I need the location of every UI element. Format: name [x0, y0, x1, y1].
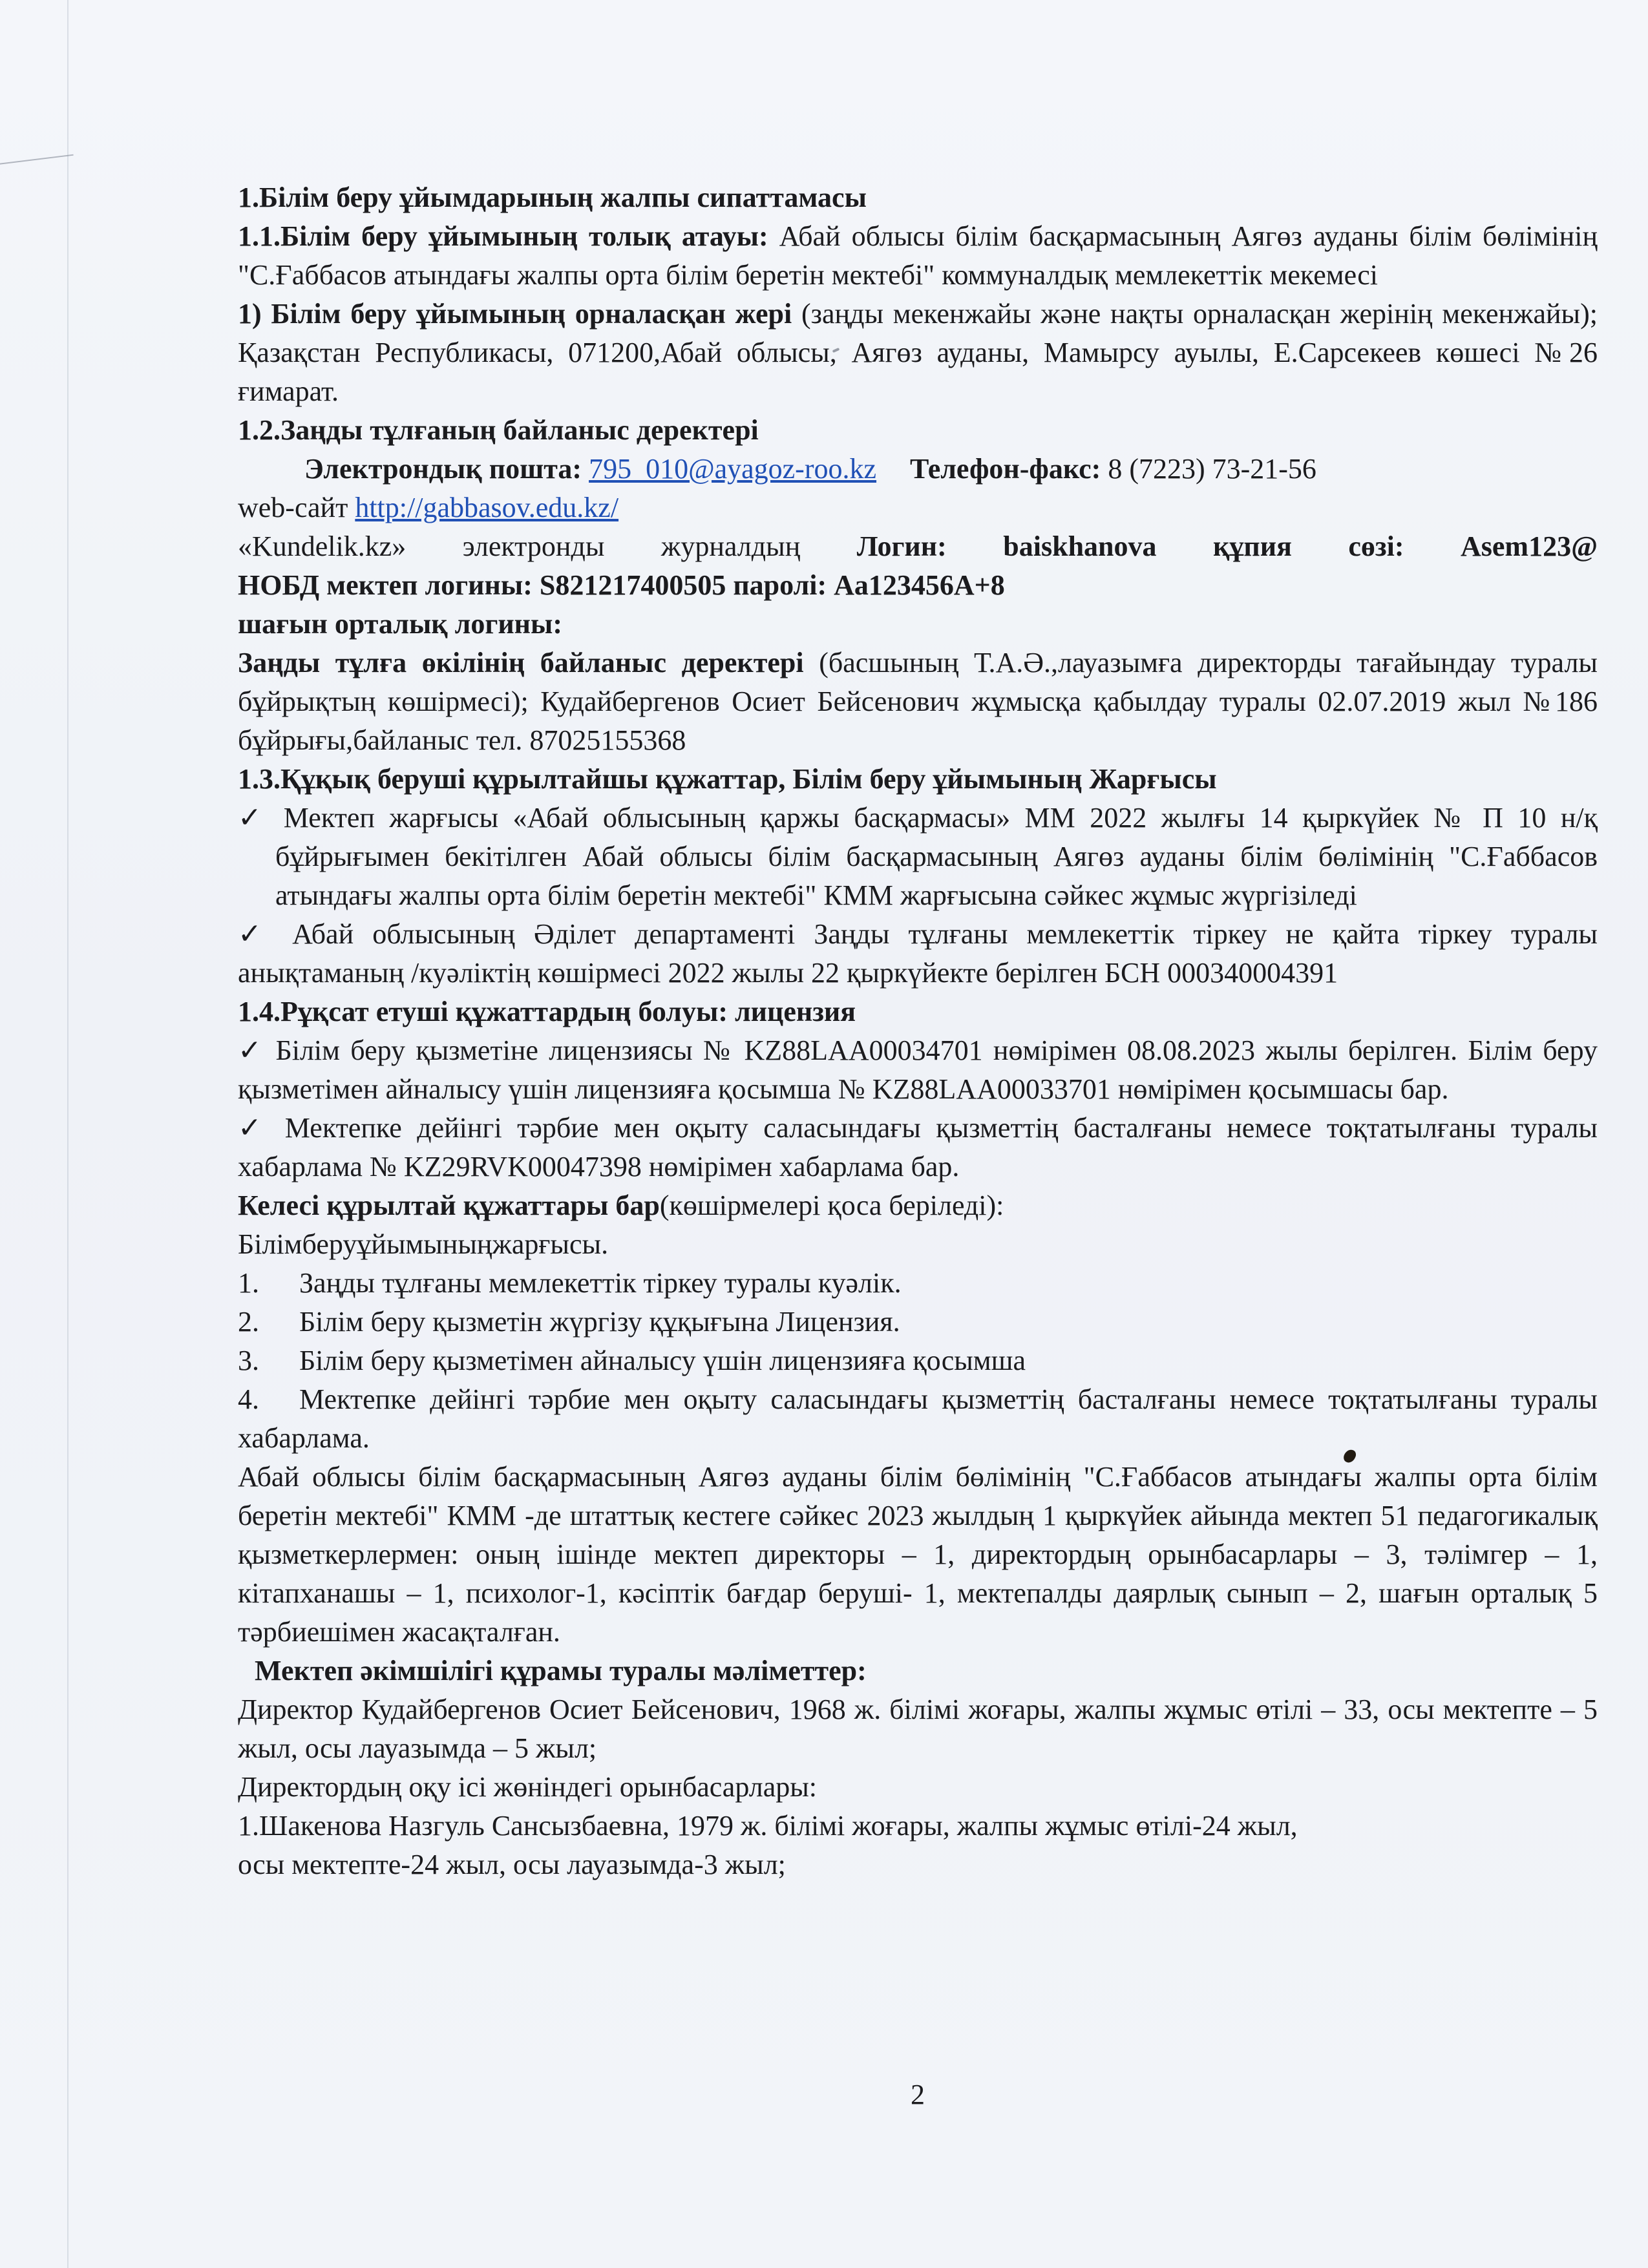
- email-link[interactable]: 795_010@ayagoz-roo.kz: [589, 453, 877, 485]
- scan-hair-artifact: [0, 154, 74, 165]
- login-credentials: Логин: baiskhanova құпия сөзі: Asem123@: [856, 530, 1598, 562]
- list-item-text: Заңды тұлғаны мемлекеттік тіркеу туралы куәлік.: [299, 1267, 902, 1299]
- paragraph-full-name: [238, 217, 1598, 295]
- field-label: 1.1.Білім беру ұйымының толық атауы:: [238, 220, 779, 252]
- section-1-3-heading: [238, 760, 1598, 799]
- checklist-item-license: [238, 1031, 1598, 1109]
- paper-edge-line: [67, 0, 69, 2268]
- field-value: (заңды мекенжайы және нақты орналасқан жерінің мекенжайы); Қазақстан Республикасы, 071200,Абай облысы, Аягөз ауданы, Мамырсу ауылы, Е.Сарсекеев көшесі №26 ғимарат.: [238, 298, 1598, 407]
- document-content: [238, 178, 1598, 1884]
- text-line: Абай облысы білім басқармасының Аягөз ауданы білім бөлімінің "С.Ғаббасов атындағы жалпы орта білім беретін мектебі" КММ -де штаттық кестеге сәйкес 2023 жылдың 1 қыркүйек айында мектеп 51 педагогикалық қызметкерлермен: оның ішінде мектеп директоры – 1, директордың орынбасарлары – 3, тәлімгер – 1, кітапханашы – 1, психолог-1, кәсіптік бағдар беруші- 1, мектепалды даярлық сынып – 2, шағын орталық 5 тәрбиешімен жасақталған.: [238, 1461, 1598, 1648]
- page-number: 2: [911, 2079, 925, 2110]
- checklist-text: ✓ Мектепке дейінгі тәрбие мен оқыту саласындағы қызметтің басталғаны немесе тоқтатылғаны туралы хабарлама № KZ29RVK00047398 нөмірімен хабарлама бар.: [238, 1112, 1598, 1182]
- field-label: 1) Білім беру ұйымының орналасқан жері: [238, 298, 801, 330]
- paragraph-contacts: [238, 450, 1598, 488]
- paragraph-deputies-heading: [238, 1768, 1598, 1807]
- list-number: 2.: [238, 1306, 259, 1338]
- paragraph-charter-line: [238, 1225, 1598, 1264]
- heading-text: 1.2.Заңды тұлғаның байланыс деректері: [238, 414, 759, 446]
- paragraph-deputy-1: [238, 1807, 1598, 1845]
- text-line: осы мектепте-24 жыл, осы лауазымда-3 жыл;: [238, 1849, 786, 1880]
- field-value: Абай облысы білім басқармасының Аягөз ауданы білім бөлімінің "С.Ғаббасов атындағы жалпы орта білім беретін мектебі" коммуналдық мемлекеттік мекемесі: [238, 220, 1598, 291]
- paragraph-location: [238, 295, 1598, 411]
- paragraph-kundelik: [238, 527, 1598, 566]
- paragraph-website: [238, 488, 1598, 527]
- field-value: (көшірмелері қоса беріледі):: [659, 1190, 1004, 1221]
- heading-text: 1.3.Құқық беруші құрылтайшы құжаттар, Білім беру ұйымының Жарғысы: [238, 763, 1217, 795]
- checklist-item-registration: [238, 915, 1598, 992]
- administration-heading: [238, 1652, 1598, 1690]
- list-item: [238, 1341, 1598, 1380]
- field-value: (басшының Т.А.Ә.,лауазымға директорды тағайындау туралы бұйрықтың көшірмесі); Кудайбергенов Осиет Бейсенович жұмысқа қабылдау туралы 02.07.2019 жыл №186 бұйрығы,байланыс тел. 87025155368: [238, 647, 1598, 756]
- paragraph-staffing: [238, 1458, 1598, 1652]
- website-label: web-сайт: [238, 492, 355, 523]
- phone-fax-label: Телефон-факс:: [910, 453, 1108, 485]
- website-link[interactable]: http://gabbasov.edu.kz/: [355, 492, 619, 523]
- list-item: [238, 1303, 1598, 1341]
- checklist-item-notification: [238, 1109, 1598, 1186]
- email-label: Электрондық пошта:: [304, 453, 589, 485]
- checklist-text: ✓ Білім беру қызметіне лицензиясы № KZ88LAA00034701 нөмірімен 08.08.2023 жылы берілген. Білім беру қызметімен айналысу үшін лицензияға қосымша № KZ88LAA00033701 нөмірімен қосымшасы бар.: [238, 1034, 1598, 1105]
- phone-fax-value: 8 (7223) 73-21-56: [1108, 453, 1316, 485]
- paragraph-minicenter-login: [238, 605, 1598, 644]
- heading-text: Мектеп әкімшілігі құрамы туралы мәліметтер:: [255, 1655, 867, 1686]
- paragraph-founding-docs: [238, 1186, 1598, 1225]
- journal-label: «Kundelik.kz» электронды журналдың: [238, 530, 857, 562]
- text-line: Директордың оқу ісі жөніндегі орынбасарлары:: [238, 1771, 818, 1803]
- field-label: Келесі құрылтай құжаттары бар: [238, 1190, 660, 1221]
- text-line: Білімберуұйымыныңжарғысы.: [238, 1228, 609, 1260]
- minicenter-login-label: шағын орталық логины:: [238, 608, 563, 640]
- paragraph-representative: [238, 644, 1598, 760]
- heading-text: 1.Білім беру ұйымдарының жалпы сипаттамасы: [238, 182, 867, 213]
- list-item-text: Білім беру қызметін жүргізу құқығына Лицензия.: [299, 1306, 900, 1338]
- list-item-text: Білім беру қызметімен айналысу үшін лицензияға қосымша: [299, 1345, 1026, 1376]
- list-number: 4.: [238, 1383, 259, 1415]
- heading-text: 1.4.Рұқсат етуші құжаттардың болуы: лицензия: [238, 996, 856, 1027]
- text-line: Директор Кудайбергенов Осиет Бейсенович, 1968 ж. білімі жоғары, жалпы жұмыс өтілі – 33, осы мектепте – 5 жыл, осы лауазымда – 5 жыл;: [238, 1694, 1598, 1764]
- section-1-4-heading: [238, 992, 1598, 1031]
- list-item: [238, 1380, 1598, 1458]
- text-line: 1.Шакенова Назгуль Сансызбаевна, 1979 ж. білімі жоғары, жалпы жұмыс өтілі-24 жыл,: [238, 1810, 1298, 1842]
- list-number: 3.: [238, 1345, 259, 1376]
- field-label: Заңды тұлға өкілінің байланыс деректері: [238, 647, 819, 678]
- paragraph-director: [238, 1690, 1598, 1768]
- nobd-credentials: НОБД мектеп логины: S821217400505 паролі: Aa123456A+8: [238, 569, 1005, 601]
- paragraph-nobd: [238, 566, 1598, 605]
- paragraph-deputy-1-continued: [238, 1845, 1598, 1884]
- checklist-item-charter: [238, 799, 1598, 915]
- section-1-2-heading: [238, 411, 1598, 450]
- list-number: 1.: [238, 1267, 259, 1299]
- checklist-text: ✓ Абай облысының Әділет департаменті Заңды тұлғаны мемлекеттік тіркеу не қайта тіркеу туралы анықтаманың /куәліктің көшірмесі 2022 жылы 22 қыркүйекте берілген БСН 000340004391: [238, 918, 1598, 989]
- section-1-heading: [238, 178, 1598, 217]
- list-item-text: Мектепке дейінгі тәрбие мен оқыту саласындағы қызметтің басталғаны немесе тоқтатылғаны туралы хабарлама.: [238, 1383, 1598, 1454]
- list-item: [238, 1264, 1598, 1303]
- checklist-text: ✓ Мектеп жарғысы «Абай облысының қаржы басқармасы» ММ 2022 жылғы 14 қыркүйек № П 10 н/қ бұйрығымен бекітілген Абай облысы білім басқармасының Аягөз ауданы білім бөлімінің "С.Ғаббасов атындағы жалпы орта білім беретін мектебі" КММ жарғысына сәйкес жұмыс жүргізіледі: [238, 802, 1598, 911]
